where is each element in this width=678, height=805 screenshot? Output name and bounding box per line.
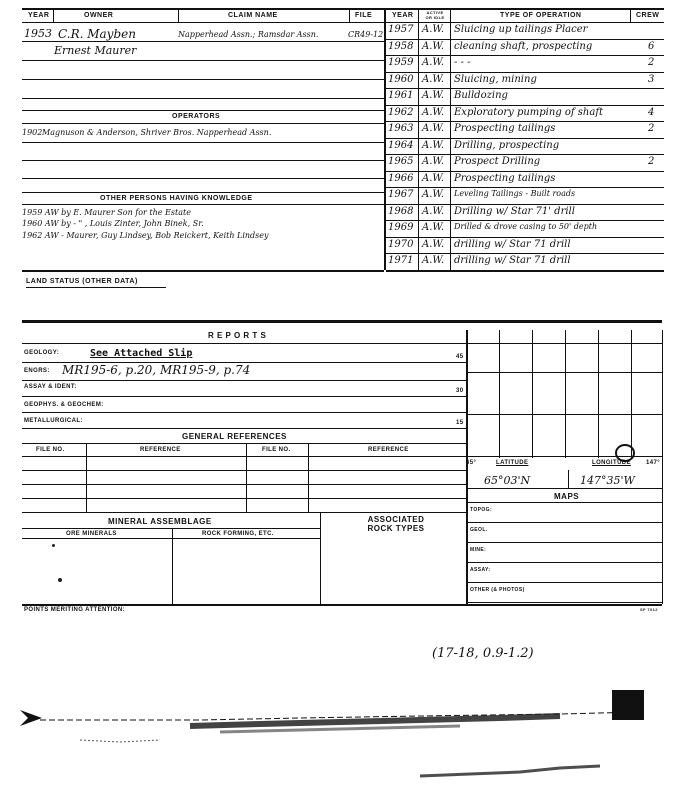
- longitude-value: 147°35'W: [580, 474, 635, 487]
- maps-row-label: TOPOG:: [470, 507, 493, 513]
- activity-row-year: 1970: [388, 238, 414, 250]
- general-refs-row-line: [22, 456, 466, 457]
- activity-row-crew: 3: [648, 73, 655, 85]
- longitude-label: LONGITUDE: [592, 460, 631, 466]
- general-refs-row-line: [22, 498, 466, 499]
- knowledge-line-3: 1962 AW - Maurer, Guy Lindsey, Bob Reickert, Keith Lindsey: [22, 231, 269, 240]
- operators-title: OPERATORS: [172, 113, 221, 120]
- scale-45: 45: [456, 354, 464, 360]
- activity-row-year: 1958: [388, 40, 414, 52]
- reports-row-line: [22, 412, 466, 413]
- activity-col-sep: [630, 8, 631, 22]
- maps-row-label: ASSAY:: [470, 567, 491, 573]
- activity-row-line: [386, 121, 664, 122]
- grid-horizontal-line: [466, 372, 662, 373]
- activity-row-line: [386, 220, 664, 221]
- general-refs-file-header-2: FILE NO.: [262, 447, 291, 453]
- activity-row-year: 1959: [388, 57, 414, 68]
- activity-row-type: Prospect Drilling: [454, 156, 541, 167]
- scale-15: 15: [456, 420, 464, 426]
- section-divider: [384, 8, 386, 270]
- activity-row-status: A.W.: [422, 222, 445, 233]
- general-refs-reference-header-1: REFERENCE: [140, 447, 181, 453]
- activity-row-year: 1957: [388, 24, 414, 35]
- reports-row-line: [22, 428, 466, 429]
- reports-top-rule: [22, 320, 662, 323]
- owner-col-sep: [178, 8, 179, 22]
- maps-row-label: MINE:: [470, 547, 487, 553]
- grid-vertical-line: [532, 330, 533, 458]
- general-refs-header-line: [22, 443, 466, 444]
- rock-forming-header: ROCK FORMING, ETC.: [202, 531, 274, 537]
- knowledge-line-1: 1959 AW by E. Maurer Son for the Estate: [22, 208, 191, 217]
- footnote-annotation: (17-18, 0.9-1.2): [432, 646, 534, 661]
- maps-row-line: [466, 562, 662, 563]
- activity-row-year: 1971: [388, 255, 414, 266]
- operators-row-line: [22, 142, 384, 143]
- knowledge-top-line: [22, 192, 384, 193]
- general-refs-row-line: [22, 470, 466, 471]
- grid-vertical-line: [631, 330, 632, 458]
- knowledge-header-line: [22, 204, 384, 205]
- knowledge-title: OTHER PERSONS HAVING KNOWLEDGE: [100, 195, 253, 202]
- operators-header-line: [22, 123, 384, 124]
- activity-row-year: 1964: [388, 139, 414, 151]
- mineral-title: MINERAL ASSEMBLAGE: [108, 517, 212, 526]
- mineral-col-sep: [172, 528, 173, 604]
- activity-row-line: [386, 72, 664, 73]
- activity-row-line: [386, 138, 664, 139]
- activity-row-status: A.W.: [422, 139, 445, 151]
- activity-row-line: [386, 171, 664, 172]
- grid-horizontal-line: [466, 414, 662, 415]
- owner-claim-header: CLAIM NAME: [228, 12, 278, 19]
- maps-row-line: [466, 602, 662, 603]
- general-refs-reference-header-2: REFERENCE: [368, 447, 409, 453]
- owner-row1-year: 1953: [24, 27, 52, 40]
- reports-title: R E P O R T S: [208, 331, 267, 340]
- activity-row-status: A.W.: [422, 156, 445, 167]
- activity-col-sep: [418, 8, 419, 270]
- activity-type-header: TYPE OF OPERATION: [500, 12, 582, 19]
- operators-row1-year: 1902: [22, 128, 43, 137]
- owner-row2-owner: Ernest Maurer: [54, 44, 137, 57]
- activity-row-crew: 2: [648, 123, 655, 134]
- operators-row-line: [22, 160, 384, 161]
- activity-row-crew: 4: [648, 106, 655, 118]
- knowledge-line-2: 1960 AW by - " , Louis Zinter, John Binek, Sr.: [22, 219, 204, 228]
- maps-row-line: [466, 522, 662, 523]
- activity-row-status: A.W.: [422, 238, 445, 250]
- ore-mark: [58, 578, 62, 582]
- activity-year-header: YEAR: [392, 12, 414, 19]
- activity-row-status: A.W.: [422, 73, 445, 85]
- activity-row-status: A.W.: [422, 189, 445, 200]
- general-refs-file-header-1: FILE NO.: [36, 447, 65, 453]
- geology-label: GEOLOGY:: [24, 350, 60, 356]
- associated-rock-types-title: ASSOCIATED ROCK TYPES: [367, 515, 425, 533]
- activity-row-type: Sluicing up tailings Placer: [454, 24, 588, 35]
- grid-vertical-line: [499, 330, 500, 458]
- ore-mark: [52, 544, 55, 547]
- grid-vertical-line: [598, 330, 599, 458]
- activity-row-year: 1960: [388, 73, 414, 85]
- engrs-value: MR195-6, p.20, MR195-9, p.74: [62, 363, 251, 377]
- land-status-label: LAND STATUS (OTHER DATA): [26, 278, 138, 285]
- maps-row-line: [466, 542, 662, 543]
- activity-row-type: Drilled & drove casing to 50' depth: [454, 222, 598, 231]
- owner-row1-file: CR49-12: [348, 30, 384, 39]
- activity-row-line: [386, 55, 664, 56]
- owner-row-line: [22, 79, 384, 80]
- owner-header-divider: [22, 22, 384, 23]
- scale-30: 30: [456, 388, 464, 394]
- lat-lon-sep: [568, 470, 569, 488]
- activity-row-line: [386, 237, 664, 238]
- ore-minerals-header: ORE MINERALS: [66, 531, 117, 537]
- general-refs-row-line: [22, 484, 466, 485]
- scan-noise-artifact: [0, 680, 678, 805]
- mineral-assoc-sep: [320, 512, 321, 604]
- grid-right-degree: 147°: [646, 460, 661, 466]
- maps-header-line: [466, 502, 662, 503]
- owner-row-line: [22, 60, 384, 61]
- activity-row-year: 1962: [388, 106, 414, 118]
- latitude-label: LATITUDE: [496, 460, 529, 466]
- activity-row-type: cleaning shaft, prospecting: [454, 40, 593, 52]
- activity-row-crew: 2: [648, 156, 655, 167]
- latitude-value: 65°03'N: [484, 474, 531, 487]
- activity-row-type: drilling w/ Star 71 drill: [454, 255, 571, 266]
- general-refs-title: GENERAL REFERENCES: [182, 432, 287, 441]
- owner-col-sep: [53, 8, 54, 22]
- points-meriting-attention-label: POINTS MERITING ATTENTION:: [24, 607, 126, 613]
- activity-row-type: Leveling Tailings - Built roads: [454, 189, 576, 198]
- owner-row-line: [22, 41, 384, 42]
- general-refs-col-sep: [308, 443, 309, 512]
- geophys-label: GEOPHYS. & GEOCHEM:: [24, 402, 104, 408]
- activity-row-status: A.W.: [422, 172, 445, 184]
- activity-row-year: 1968: [388, 205, 414, 217]
- owner-file-header: FILE: [355, 12, 373, 19]
- activity-row-status: A.W.: [422, 57, 445, 68]
- activity-col-sep: [450, 8, 451, 270]
- activity-row-crew: 6: [648, 40, 655, 52]
- engrs-label: ENGRS:: [24, 368, 50, 374]
- activity-row-status: A.W.: [422, 123, 445, 134]
- operators-top-line: [22, 110, 384, 111]
- activity-row-year: 1961: [388, 90, 414, 101]
- operators-row-line: [22, 178, 384, 179]
- land-status-underline: [26, 287, 166, 288]
- activity-row-line: [386, 39, 664, 40]
- operators-row1-text: Magnuson & Anderson, Shriver Bros. Napperhead Assn.: [42, 128, 272, 137]
- activity-row-crew: 2: [648, 57, 655, 68]
- activity-row-year: 1966: [388, 172, 414, 184]
- owner-row1-claim: Napperhead Assn.; Ramsdar Assn.: [178, 30, 319, 39]
- general-refs-col-sep: [86, 443, 87, 512]
- activity-row-status: A.W.: [422, 106, 445, 118]
- maps-row-line: [466, 582, 662, 583]
- activity-row-year: 1965: [388, 156, 414, 167]
- activity-row-line: [386, 154, 664, 155]
- mineral-subheader-line: [22, 538, 320, 539]
- activity-row-status: A.W.: [422, 205, 445, 217]
- owner-table-bottom-border: [22, 270, 384, 272]
- assay-label: ASSAY & IDENT:: [24, 384, 77, 390]
- activity-row-status: A.W.: [422, 90, 445, 101]
- activity-row-type: Drilling, prospecting: [454, 139, 560, 151]
- activity-row-type: Sluicing, mining: [454, 73, 537, 85]
- activity-crew-header: CREW: [636, 12, 660, 19]
- activity-row-type: Prospecting tailings: [454, 123, 556, 134]
- activity-row-year: 1969: [388, 222, 414, 233]
- activity-bottom-border: [386, 270, 664, 272]
- activity-row-year: 1963: [388, 123, 414, 134]
- activity-active-header: ACTIVE OR IDLE: [425, 10, 445, 20]
- owner-row-line: [22, 98, 384, 99]
- activity-row-line: [386, 204, 664, 205]
- general-refs-bottom-line: [22, 512, 466, 513]
- general-refs-col-sep: [246, 443, 247, 512]
- activity-header-divider: [386, 22, 664, 23]
- geology-value: See Attached Slip: [90, 348, 193, 359]
- grid-vertical-line: [565, 330, 566, 458]
- maps-row-label: GEOL.: [470, 527, 488, 533]
- activity-row-type: Exploratory pumping of shaft: [454, 106, 604, 118]
- owner-owner-header: OWNER: [84, 12, 114, 19]
- owner-table-top-border: [22, 8, 384, 10]
- reports-header-line: [22, 343, 662, 344]
- grid-right-border: [662, 330, 663, 604]
- owner-year-header: YEAR: [28, 12, 50, 19]
- reports-row-line: [22, 380, 466, 381]
- activity-row-type: drilling w/ Star 71 drill: [454, 238, 571, 250]
- reports-row-line: [22, 396, 466, 397]
- maps-row-label: OTHER (& PHOTOS): [470, 587, 525, 593]
- activity-row-status: A.W.: [422, 24, 445, 35]
- mineral-bottom-border: [22, 604, 662, 606]
- activity-row-status: A.W.: [422, 40, 445, 52]
- form-number: SF 7012: [640, 607, 658, 612]
- activity-row-type: Drilling w/ Star 71' drill: [454, 205, 575, 217]
- activity-row-type: Bulldozing: [454, 90, 508, 101]
- activity-row-line: [386, 187, 664, 188]
- activity-row-line: [386, 253, 664, 254]
- maps-title: MAPS: [554, 492, 580, 501]
- metallurgical-label: METALLURGICAL:: [24, 418, 83, 424]
- activity-row-type: Prospecting tailings: [454, 172, 556, 184]
- activity-row-status: A.W.: [422, 255, 445, 266]
- activity-row-line: [386, 105, 664, 106]
- activity-row-type: - - -: [454, 57, 471, 68]
- maps-top-line: [466, 488, 662, 489]
- activity-row-line: [386, 88, 664, 89]
- activity-row-year: 1967: [388, 189, 414, 200]
- mineral-header-line: [22, 528, 320, 529]
- owner-row1-owner: C.R. Mayben: [58, 27, 136, 41]
- grid-left-degree: 65°: [466, 460, 477, 466]
- owner-col-sep: [349, 8, 350, 22]
